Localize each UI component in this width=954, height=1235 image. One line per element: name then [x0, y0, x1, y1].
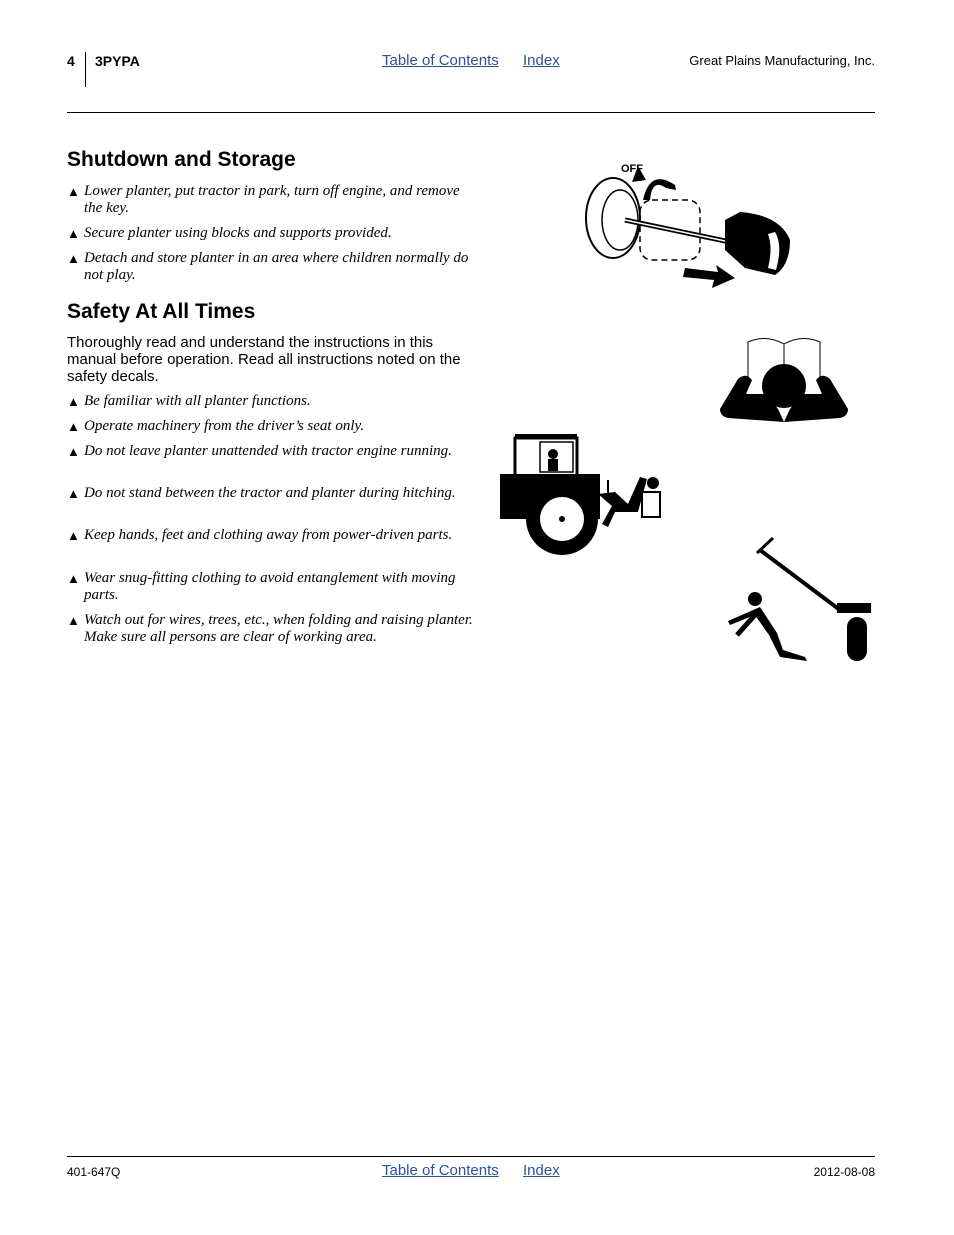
- header-rule: [67, 112, 875, 113]
- company-name: Great Plains Manufacturing, Inc.: [689, 53, 875, 68]
- list-item: ▲ Detach and store planter in an area where children normally do not play.: [67, 250, 469, 283]
- page-number: 4: [67, 53, 75, 69]
- section-title-shutdown: Shutdown and Storage: [67, 148, 296, 171]
- header-divider: [85, 52, 86, 87]
- intro-paragraph: Thoroughly read and understand the instructions in this manual before operation. Read all instructions noted on the safety decals.: [67, 334, 461, 385]
- warning-triangle-icon: ▲: [67, 486, 80, 501]
- list-item: ▲ Do not leave planter unattended with tractor engine running.: [67, 443, 452, 459]
- doc-number: 401-647Q: [67, 1165, 121, 1179]
- footer-toc-link[interactable]: Table of Contents: [382, 1162, 499, 1179]
- warning-triangle-icon: ▲: [67, 444, 80, 459]
- read-manual-illustration: [718, 334, 850, 424]
- list-item: ▲ Lower planter, put tractor in park, turn off engine, and remove the key.: [67, 183, 460, 216]
- section-title-safety: Safety At All Times: [67, 300, 256, 323]
- doc-code: 3PYPA: [95, 53, 140, 69]
- list-item: ▲ Wear snug-fitting clothing to avoid entanglement with moving parts.: [67, 570, 456, 603]
- list-item: ▲ Watch out for wires, trees, etc., when folding and raising planter. Make sure all persons are clear of working area.: [67, 612, 473, 645]
- list-item: ▲ Be familiar with all planter functions.: [67, 393, 311, 409]
- footer-date: 2012-08-08: [813, 1165, 875, 1179]
- list-item: ▲ Keep hands, feet and clothing away from power-driven parts.: [67, 527, 453, 543]
- warning-triangle-icon: ▲: [67, 419, 80, 434]
- warning-triangle-icon: ▲: [67, 571, 80, 586]
- folding-hazard-illustration: [725, 535, 875, 665]
- warning-triangle-icon: ▲: [67, 251, 80, 266]
- warning-triangle-icon: ▲: [67, 613, 80, 628]
- list-item: ▲ Operate machinery from the driver’s seat only.: [67, 418, 365, 434]
- footer-index-link[interactable]: Index: [523, 1162, 560, 1179]
- ignition-key-illustration: OFF: [580, 160, 795, 290]
- warning-triangle-icon: ▲: [67, 528, 80, 543]
- footer-rule: [67, 1156, 875, 1157]
- list-item: ▲ Secure planter using blocks and supports provided.: [67, 225, 392, 241]
- warning-triangle-icon: ▲: [67, 394, 80, 409]
- toc-link[interactable]: Table of Contents: [382, 52, 499, 69]
- tractor-hazard-illustration: [500, 432, 665, 557]
- warning-triangle-icon: ▲: [67, 184, 80, 199]
- list-item: ▲ Do not stand between the tractor and planter during hitching.: [67, 485, 456, 501]
- index-link[interactable]: Index: [523, 52, 560, 69]
- warning-triangle-icon: ▲: [67, 226, 80, 241]
